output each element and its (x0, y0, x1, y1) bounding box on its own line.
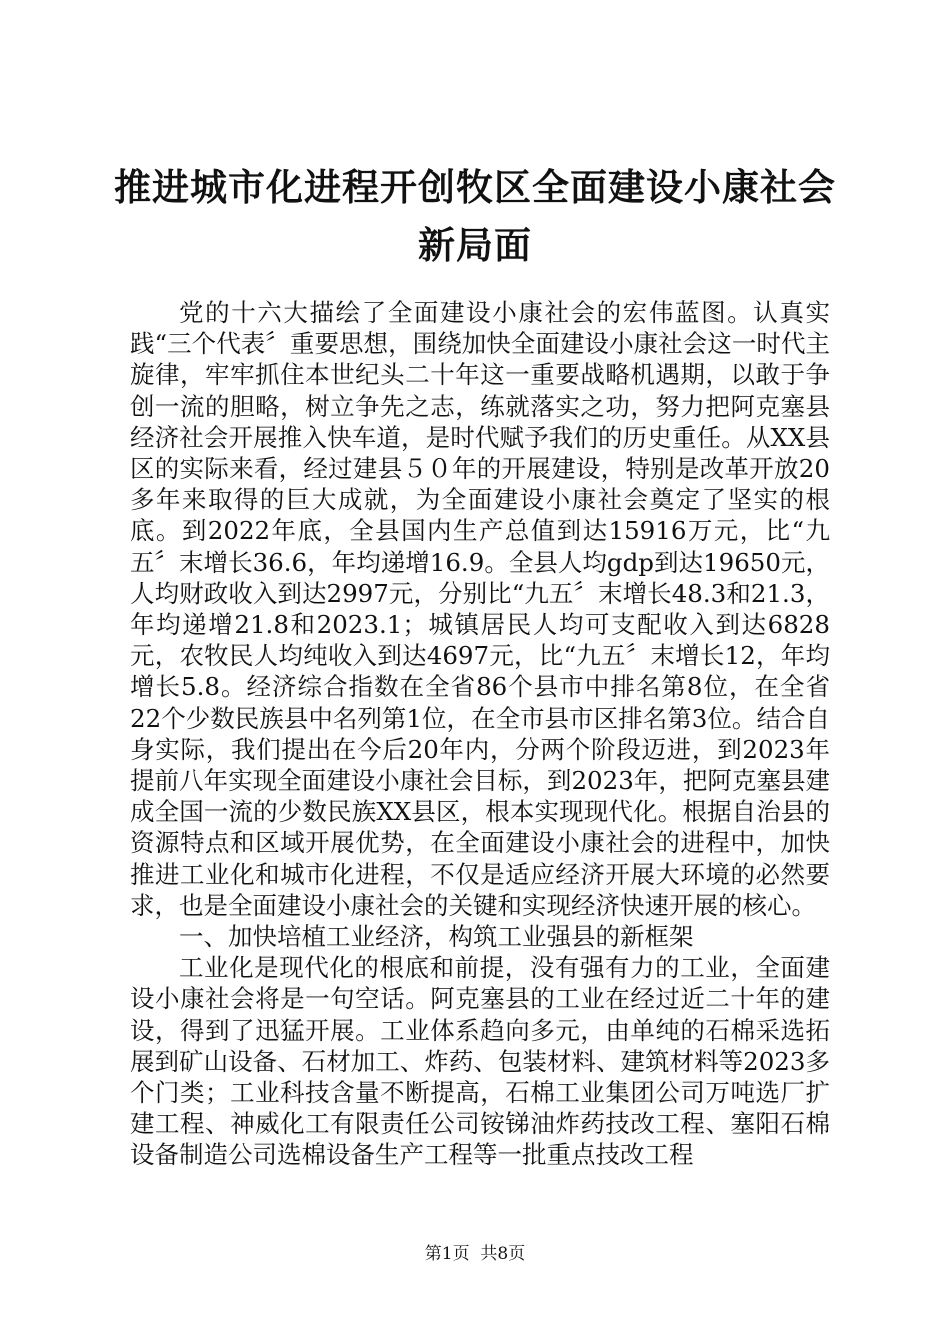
paragraph: 党的十六大描绘了全面建设小康社会的宏伟蓝图。认真实践“三个代表〞重要思想，围绕加快全面建设小康社会这一时代主旋律，牢牢抓住本世纪头二十年这一重要战略机遇期，以敢于争创一流的胆略，树立争先之志，练就落实之功，努力把阿克塞县经济社会开展推入快车道，是时代赋予我们的历史重任。从XX县区的实际来看，经过建县５０年的开展建设，特别是改革开放20多年来取得的巨大成就，为全面建设小康社会奠定了坚实的根底。到2022年底，全县国内生产总值到达15916万元，比“九五〞末增长36.6，年均递增16.9。全县人均gdp到达19650元，人均财政收入到达2997元，分别比“九五〞末增长48.3和21.3，年均递增21.8和2023.1；城镇居民人均可支配收入到达6828元，农牧民人均纯收入到达4697元，比“九五〞末增长12，年均增长5.8。经济综合指数在全省86个县市中排名第8位，在全省22个少数民族县中名列第1位，在全市县市区排名第3位。结合自身实际，我们提出在今后20年内，分两个阶段迈进，到2023年提前八年实现全面建设小康社会目标，到2023年，把阿克塞县建成全国一流的少数民族XX县区，根本实现现代化。根据自治县的资源特点和区域开展优势，在全面建设小康社会的进程中，加快推进工业化和城市化进程，不仅是适应经济开展大环境的必然要求，也是全面建设小康社会的关键和实现经济快速开展的核心。 (130, 298, 830, 920)
page-number: 第1页 (424, 1244, 470, 1264)
paragraph: 工业化是现代化的根底和前提，没有强有力的工业，全面建设小康社会将是一句空话。阿克塞县的工业在经过近二十年的建设，得到了迅猛开展。工业体系趋向多元，由单纯的石棉采选拓展到矿山设备、石材加工、炸药、包装材料、建筑材料等2023多个门类；工业科技含量不断提高，石棉工业集团公司万吨选厂扩建工程、神威化工有限责任公司铵锑油炸药技改工程、塞阳石棉设备制造公司选棉设备生产工程等一批重点技改工程 (130, 953, 830, 1170)
document-body (130, 297, 830, 1171)
section-heading: 一、加快培植工业经济，构筑工业强县的新框架 (179, 922, 694, 952)
footer-gap (470, 1244, 481, 1264)
page-footer (0, 1243, 950, 1265)
page-total: 共8页 (480, 1244, 526, 1264)
document-title: 推进城市化进程开创牧区全面建设小康社会新局面 (114, 165, 836, 267)
